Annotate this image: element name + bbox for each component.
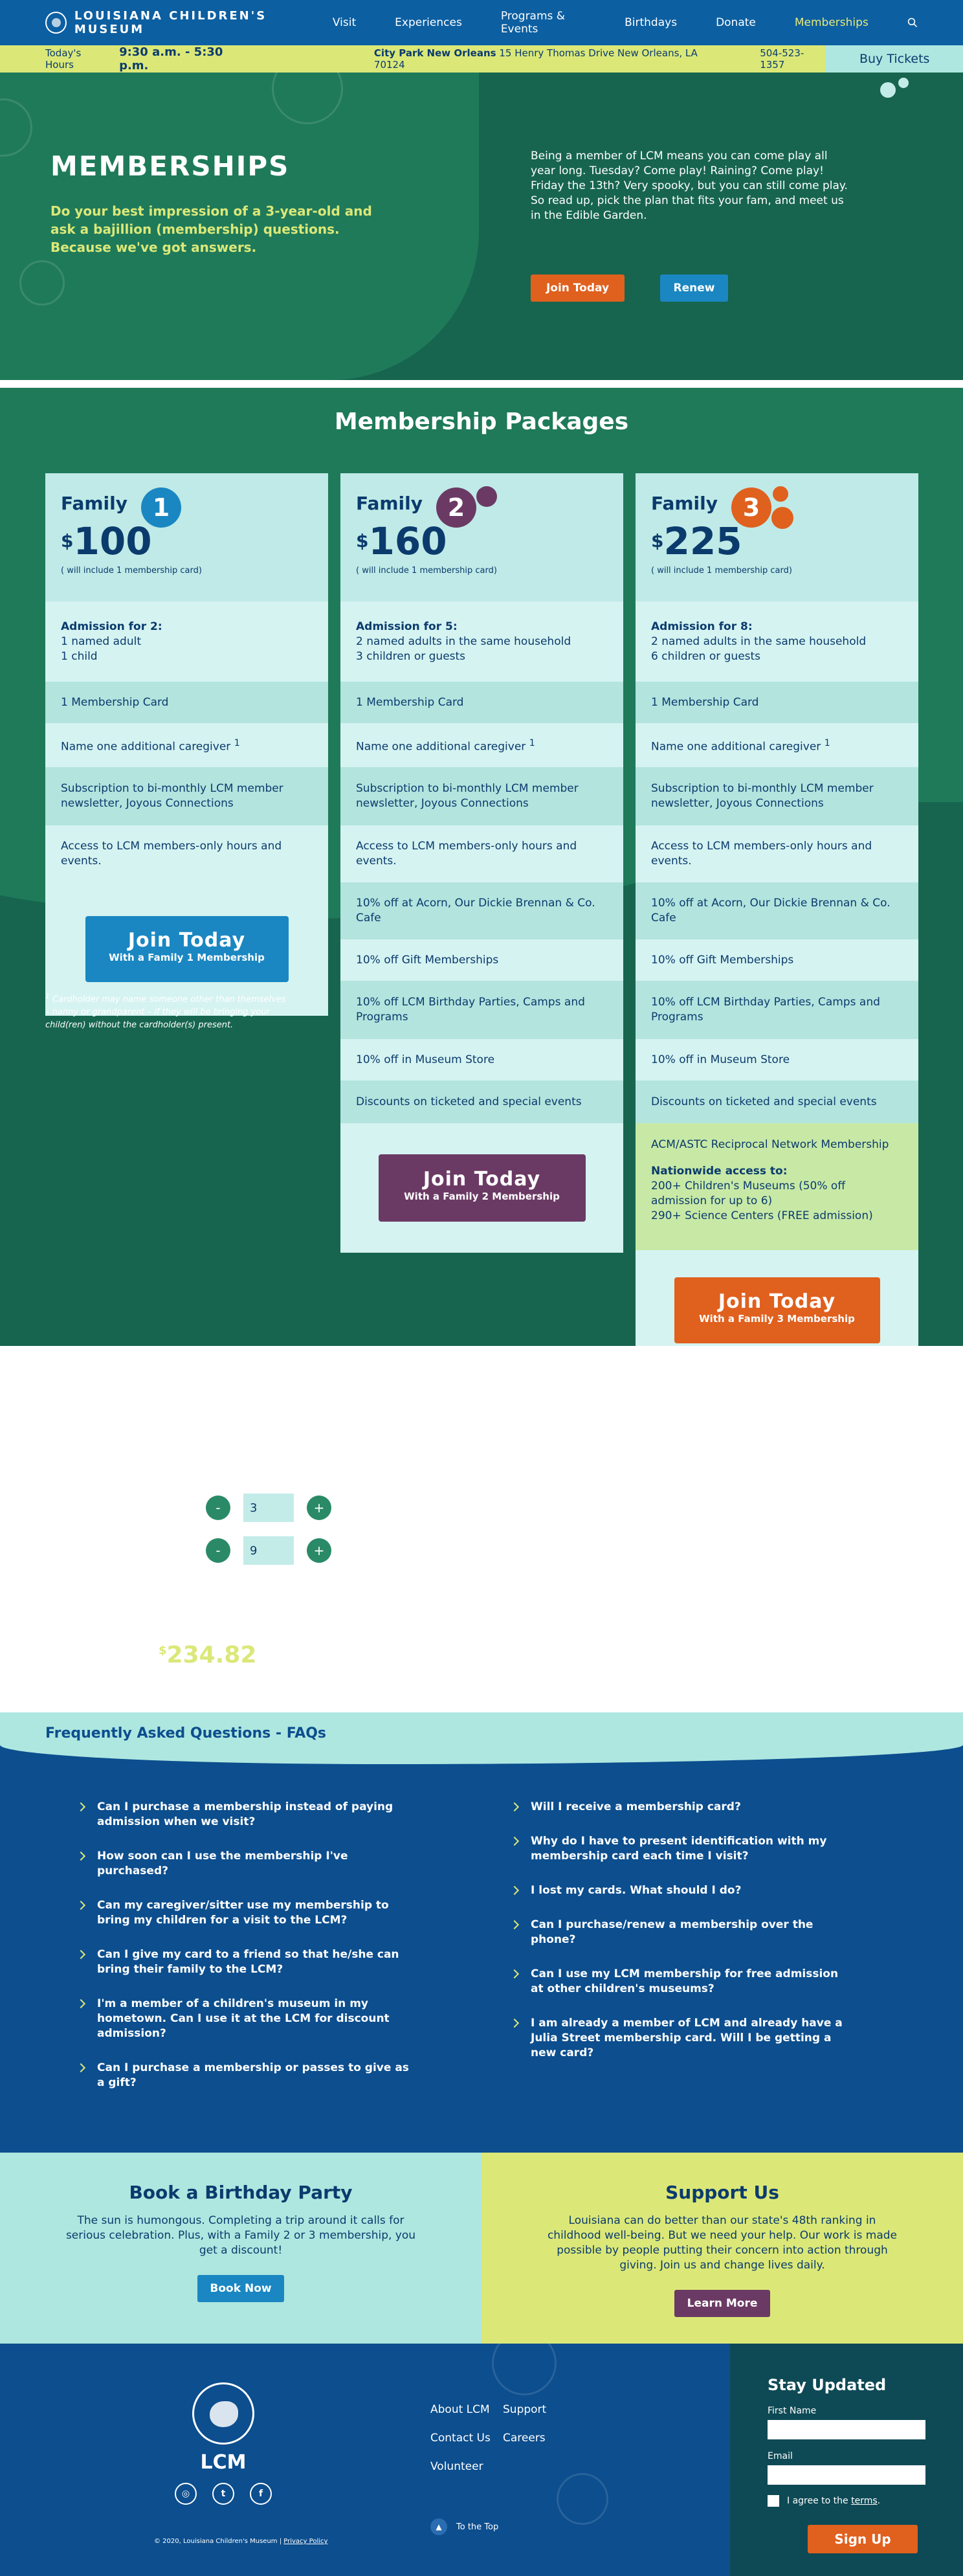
faq-question: Can I give my card to a friend so that he/she can bring their family to the LCM? — [97, 1948, 399, 1976]
faq-question: Will I receive a membership card? — [531, 1800, 741, 1813]
decor-circle — [19, 260, 65, 306]
card-number-badge: 1 — [141, 487, 181, 528]
benefit-text: Name one additional caregiver — [356, 740, 526, 754]
section-divider — [0, 380, 963, 388]
visitors-increment-button[interactable]: + — [307, 1495, 331, 1520]
card-header — [340, 473, 623, 601]
admission-line: 2 named adults in the same household — [356, 634, 571, 648]
currency-symbol: $ — [61, 530, 74, 552]
benefit-row: Access to LCM members-only hours and events. — [636, 825, 918, 882]
visitors-label: No. of Visitors — [50, 1501, 136, 1515]
join-family-3-button[interactable] — [674, 1277, 880, 1343]
site-logo[interactable] — [45, 9, 333, 36]
benefit-row: 10% off Gift Memberships — [340, 939, 623, 981]
buy-tickets-button[interactable]: Buy Tickets — [826, 45, 963, 73]
benefit-row: 10% off at Acorn, Our Dickie Brennan & Co. Cafe — [636, 882, 918, 939]
footer-logo[interactable] — [175, 2382, 272, 2505]
packages-title: Membership Packages — [334, 409, 629, 435]
benefit-text: Name one additional caregiver — [61, 740, 231, 754]
visits-input[interactable]: 9 — [243, 1536, 294, 1565]
reciprocal-line: 200+ Children's Museums (50% off admission for up to 6) — [651, 1180, 846, 1207]
chevron-right-icon — [510, 2019, 519, 2028]
membership-packages — [0, 388, 963, 1346]
benefit-row — [636, 723, 918, 767]
benefit-row: Discounts on ticketed and special events — [636, 1081, 918, 1123]
chevron-right-icon — [510, 1920, 519, 1929]
faq-question: Can I use my LCM membership for free admission at other children's museums? — [531, 1967, 839, 1995]
faq-item[interactable] — [511, 2016, 848, 2061]
visitors-input[interactable]: 3 — [243, 1494, 294, 1522]
chevron-right-icon — [510, 1837, 519, 1846]
card-family-label: Family — [356, 493, 423, 514]
benefit-row: 1 Membership Card — [45, 682, 328, 723]
card-family-label: Family — [61, 493, 128, 514]
admission-row — [340, 601, 623, 682]
hero-join-button[interactable]: Join Today — [531, 274, 625, 302]
join-label: Join Today — [127, 929, 246, 952]
card-note: ( will include 1 membership card) — [651, 566, 792, 576]
faq-question: Can my caregiver/sitter use my membership to bring my children for a visit to the LCM? — [97, 1899, 389, 1927]
faq-question: Can I purchase/renew a membership over the phone? — [531, 1918, 814, 1946]
book-now-button[interactable]: Book Now — [197, 2275, 284, 2302]
benefit-row: 1 Membership Card — [636, 682, 918, 723]
faq-question: Can I purchase a membership instead of paying admission when we visit? — [97, 1800, 393, 1828]
benefit-row — [340, 723, 623, 767]
card-join-area — [340, 1123, 623, 1253]
learn-more-button[interactable]: Learn More — [674, 2290, 770, 2317]
footer-link-contact[interactable]: Contact Us — [430, 2432, 491, 2445]
price-value: 225 — [663, 519, 742, 563]
chevron-right-icon — [510, 1802, 519, 1811]
currency-symbol: $ — [651, 530, 664, 552]
admission-title: Admission for 8: — [651, 620, 753, 633]
first-name-label: First Name — [768, 2406, 817, 2416]
nav-menu — [333, 10, 918, 36]
hero-text: Being a member of LCM means you can come play all year long. Tuesday? Come play! Raining? Come play! Friday the 13th? Very spooky, but you can still come play. So read up, pick the plan that fits your fam, and meet us in the Edible Garden. — [531, 150, 848, 222]
card-header — [45, 473, 328, 601]
birthday-title: Book a Birthday Party — [129, 2182, 353, 2203]
birthday-text: The sun is humongous. Completing a trip around it calls for serious celebration. Plus, with a Family 2 or 3 membership, you get a discount! — [65, 2214, 416, 2257]
decor-circle — [492, 2344, 557, 2395]
faq-item[interactable] — [78, 1997, 414, 2041]
benefit-row: Subscription to bi-monthly LCM member newsletter, Joyous Connections — [45, 767, 328, 825]
benefit-row: 10% off in Museum Store — [340, 1039, 623, 1081]
logo-icon — [192, 2382, 254, 2445]
phone-number[interactable]: 504-523-1357 — [760, 47, 804, 71]
chevron-right-icon — [76, 1901, 85, 1910]
regular-price-amount — [206, 1596, 304, 1623]
card-number-badge: 2 — [436, 487, 476, 528]
card-header — [636, 473, 918, 601]
decor-dot — [773, 486, 788, 502]
visitors-decrement-button[interactable]: - — [206, 1495, 230, 1520]
nav-item-birthdays[interactable]: Birthdays — [625, 16, 678, 29]
reciprocal-title: ACM/ASTC Reciprocal Network Membership — [651, 1138, 889, 1151]
faq-column-left — [78, 1800, 414, 2110]
faq-item[interactable] — [78, 1947, 414, 1977]
benefit-row: Subscription to bi-monthly LCM member newsletter, Joyous Connections — [340, 767, 623, 825]
facebook-icon[interactable]: f — [250, 2483, 272, 2505]
benefit-row: 1 Membership Card — [340, 682, 623, 723]
arrow-up-icon: ▲ — [430, 2518, 447, 2535]
stay-updated-title: Stay Updated — [768, 2376, 887, 2394]
currency-symbol: $ — [356, 530, 369, 552]
card-price — [356, 519, 608, 563]
card-number-badge: 3 — [731, 487, 771, 528]
family-2-card — [340, 473, 623, 1253]
join-family-1-button[interactable] — [85, 916, 289, 982]
email-input[interactable] — [768, 2465, 925, 2485]
footer-links — [430, 2403, 568, 2473]
admission-line: 2 named adults in the same household — [651, 634, 867, 648]
nav-item-donate[interactable]: Donate — [716, 16, 756, 29]
benefit-row: 10% off in Museum Store — [636, 1039, 918, 1081]
card-note: ( will include 1 membership card) — [356, 566, 497, 576]
support-title: Support Us — [665, 2182, 779, 2203]
faq-item[interactable] — [511, 1834, 848, 1864]
footer-link-careers[interactable]: Careers — [503, 2432, 546, 2445]
price-value: 160 — [368, 519, 447, 563]
reciprocal-row — [636, 1123, 918, 1250]
savings-label: Save as much as — [50, 1652, 155, 1666]
currency-symbol: $ — [158, 1644, 167, 1657]
decor-dot — [898, 78, 909, 88]
benefit-row — [45, 723, 328, 767]
card-join-area — [636, 1250, 918, 1346]
join-family-2-button[interactable] — [379, 1154, 586, 1222]
reciprocal-subtitle: Nationwide access to: — [651, 1165, 788, 1178]
support-promo — [482, 2153, 963, 2344]
nav-item-experiences[interactable]: Experiences — [395, 16, 462, 29]
admission-line: 1 child — [61, 649, 98, 663]
faq-item[interactable] — [511, 1800, 848, 1815]
regular-price — [50, 1596, 304, 1623]
social-links — [175, 2483, 272, 2505]
page-title: MEMBERSHIPS — [50, 150, 290, 182]
visits-label: No. of Visits — [50, 1543, 124, 1558]
benefit-row: Discounts on ticketed and special events — [340, 1081, 623, 1123]
email-label: Email — [768, 2451, 793, 2461]
chevron-right-icon — [76, 1950, 85, 1959]
footnote-mark: 1 — [45, 992, 50, 1000]
first-name-input[interactable] — [768, 2420, 925, 2439]
faq-item[interactable] — [78, 2061, 414, 2090]
address: 15 Henry Thomas Drive New Orleans, LA 70124 — [373, 47, 698, 71]
admission-title: Admission for 5: — [356, 620, 458, 633]
logo-text: LOUISIANA CHILDREN'S MUSEUM — [74, 9, 267, 36]
footer-link-support[interactable]: Support — [503, 2403, 547, 2416]
nav-item-memberships[interactable]: Memberships — [794, 16, 869, 29]
faq-item[interactable] — [511, 1918, 848, 1947]
search-icon[interactable] — [907, 16, 918, 29]
copyright: © 2020, Louisiana Children's Museum | Privacy Policy — [154, 2538, 328, 2545]
family-3-card — [636, 473, 918, 1346]
footer-logo-text: LCM — [200, 2451, 247, 2474]
faq-item[interactable] — [78, 1898, 414, 1928]
decor-dot — [771, 507, 793, 529]
savings-suffix: with a Family 2 Membership. — [260, 1652, 437, 1666]
admission-line: 1 named adult — [61, 634, 141, 648]
currency-symbol: $ — [206, 1598, 215, 1612]
join-sublabel: With a Family 1 Membership — [109, 952, 265, 963]
faq-item[interactable] — [511, 1883, 848, 1898]
reciprocal-line: 290+ Science Centers (FREE admission) — [651, 1209, 873, 1222]
footer-link-volunteer[interactable]: Volunteer — [430, 2460, 483, 2473]
top-nav — [0, 0, 963, 45]
savings-amount — [159, 1642, 256, 1668]
family-1-card — [45, 473, 328, 1016]
info-bar — [0, 45, 963, 73]
benefit-row: Subscription to bi-monthly LCM member newsletter, Joyous Connections — [636, 767, 918, 825]
decor-dot — [880, 82, 896, 98]
faq-item[interactable] — [78, 1800, 414, 1830]
admission-title: Admission for 2: — [61, 620, 162, 633]
decor-circle — [557, 2473, 608, 2525]
benefit-row: 10% off at Acorn, Our Dickie Brennan & Co. Cafe — [340, 882, 623, 939]
footnote-mark: 1 — [234, 737, 240, 748]
admission-line: 6 children or guests — [651, 649, 761, 663]
chevron-right-icon — [76, 2063, 85, 2072]
chevron-right-icon — [510, 1969, 519, 1978]
faq-question: I am already a member of LCM and already have a Julia Street membership card. Will I be getting a new card? — [531, 2017, 843, 2059]
hero — [0, 73, 963, 380]
nav-item-visit[interactable]: Visit — [332, 16, 357, 29]
faq-question: Can I purchase a membership or passes to give as a gift? — [97, 2061, 409, 2089]
benefit-text: Name one additional caregiver — [651, 740, 821, 754]
faq-column-right — [511, 1800, 848, 2080]
footnote-text: Cardholder may name someone other than themselves – nanny or grandparent – if they will be bringing your child(ren) without the cardholder(s) present. — [45, 994, 286, 1031]
footer — [0, 2344, 963, 2576]
decor-dot — [476, 486, 497, 507]
terms-link[interactable]: terms — [851, 2496, 878, 2506]
instagram-icon[interactable]: ◎ — [175, 2483, 197, 2505]
nav-item-programs-events[interactable]: Programs & Events — [500, 10, 566, 36]
support-text: Louisiana can do better than our state's 48th ranking in childhood well-being. But we need your help. Our work is made possible by people putting their concern into action through giving. Join us and change lives daily. — [547, 2214, 898, 2272]
to-top-label: To the Top — [456, 2522, 499, 2532]
logo-icon — [45, 12, 67, 34]
agree-text: I agree to the — [787, 2496, 848, 2506]
faq-title: Frequently Asked Questions - FAQs — [45, 1725, 327, 1742]
benefit-row: 10% off LCM Birthday Parties, Camps and Programs — [340, 981, 623, 1039]
hero-renew-button[interactable]: Renew — [660, 274, 728, 302]
faq-question: I'm a member of a children's museum in my hometown. Can I use it at the LCM for discount admission? — [97, 1997, 390, 2040]
footer-link-about[interactable]: About LCM — [430, 2403, 490, 2416]
card-price — [61, 519, 313, 563]
calculator-title: Need help deciding if a membership makes sense? Enter your info below and check out how much an annual membership could save you. — [50, 1377, 491, 1448]
admission-row — [45, 601, 328, 682]
join-sublabel: With a Family 3 Membership — [699, 1313, 855, 1325]
price-value: 100 — [73, 519, 152, 563]
join-label: Join Today — [423, 1168, 541, 1191]
newsletter-form — [730, 2344, 963, 2576]
hero-subtitle: Do your best impression of a 3-year-old and ask a bajillion (membership) questions. Because we've got answers. — [50, 203, 372, 255]
footnote-mark: 1 — [529, 737, 535, 748]
benefit-row: Access to LCM members-only hours and events. — [340, 825, 623, 882]
savings — [50, 1642, 437, 1668]
benefit-row: 10% off Gift Memberships — [636, 939, 918, 981]
visits-row — [50, 1536, 331, 1565]
to-top-link[interactable] — [430, 2518, 498, 2535]
birthday-promo — [0, 2153, 482, 2344]
chevron-right-icon — [76, 1802, 85, 1811]
join-sublabel: With a Family 2 Membership — [404, 1191, 560, 1202]
regular-price-label: Regular admission price: — [50, 1606, 203, 1620]
chevron-right-icon — [76, 1999, 85, 2008]
join-label: Join Today — [718, 1290, 836, 1313]
copyright-text: © 2020, Louisiana Children's Museum — [154, 2538, 278, 2545]
twitter-icon[interactable]: t — [212, 2483, 234, 2505]
hours-label: Today's Hours — [45, 47, 82, 71]
faq-item[interactable] — [511, 1967, 848, 1997]
benefit-row: Access to LCM members-only hours and events. — [45, 825, 328, 882]
sign-up-button[interactable]: Sign Up — [808, 2525, 918, 2553]
card-family-label: Family — [651, 493, 718, 514]
regular-price-value: 394.82 — [214, 1596, 305, 1623]
admission-line: 3 children or guests — [356, 649, 466, 663]
location-name: City Park New Orleans — [373, 47, 496, 59]
chevron-right-icon — [510, 1886, 519, 1895]
benefit-row: 10% off LCM Birthday Parties, Camps and Programs — [636, 981, 918, 1039]
visitors-row — [50, 1494, 331, 1522]
privacy-policy-link[interactable]: Privacy Policy — [283, 2538, 328, 2545]
visits-decrement-button[interactable]: - — [206, 1538, 230, 1563]
faq-question: How soon can I use the membership I've purchased? — [97, 1850, 348, 1877]
faq-question: Why do I have to present identification with my membership card each time I visit? — [531, 1835, 827, 1863]
admission-row — [636, 601, 918, 682]
terms-text: I agree to the terms. — [787, 2496, 881, 2506]
faq-item[interactable] — [78, 1849, 414, 1879]
chevron-right-icon — [76, 1852, 85, 1861]
faq-question: I lost my cards. What should I do? — [531, 1884, 742, 1897]
caregiver-footnote — [45, 990, 291, 1032]
card-note: ( will include 1 membership card) — [61, 566, 202, 576]
footnote-mark: 1 — [824, 737, 830, 748]
hours-value: 9:30 a.m. - 5:30 p.m. — [119, 45, 223, 73]
savings-value: 234.82 — [166, 1642, 257, 1668]
location — [374, 47, 718, 71]
visits-increment-button[interactable]: + — [307, 1538, 331, 1563]
terms-checkbox[interactable] — [768, 2495, 779, 2507]
terms-agreement — [768, 2495, 925, 2507]
